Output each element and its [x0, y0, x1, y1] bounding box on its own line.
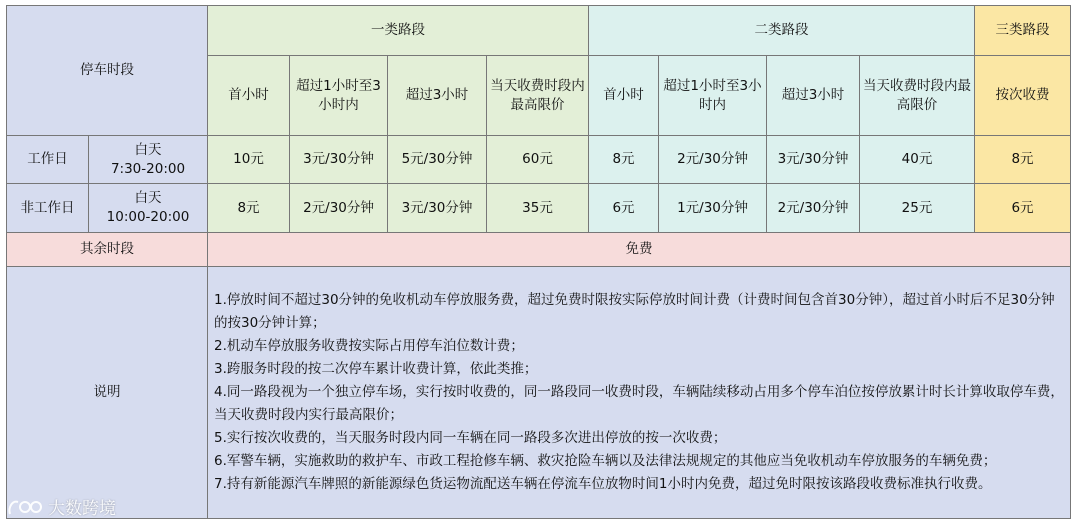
c2-over3-header: 超过3小时: [767, 56, 860, 136]
other-period-label: 其余时段: [7, 233, 208, 267]
nonwork-label: 非工作日: [7, 184, 89, 233]
class1-header: 一类路段: [208, 6, 589, 56]
other-period-value: 免费: [208, 233, 1071, 267]
table-row: 工作日 白天 7:30-20:00 10元 3元/30分钟 5元/30分钟 60元 8元 2元/30分钟 3元/30分钟 40元 8元: [7, 136, 1071, 184]
c2-over1-header: 超过1小时至3小时内: [659, 56, 767, 136]
workday-label: 工作日: [7, 136, 89, 184]
class3-header: 三类路段: [975, 6, 1071, 56]
list-item: 7.持有新能源汽车牌照的新能源绿色货运物流配送车辆在停流车位放物时间1小时内免费，超过免时限按该路段收费标准执行收费。: [214, 476, 992, 492]
c1-over3-header: 超过3小时: [388, 56, 487, 136]
c1-daymax-header: 当天收费时段内最高限价: [487, 56, 589, 136]
watermark-text: 大数跨境: [48, 499, 116, 519]
table-row: 非工作日 白天 10:00-20:00 8元 2元/30分钟 3元/30分钟 35元 6元 1元/30分钟 2元/30分钟 25元 6元: [7, 184, 1071, 233]
c1-over1-header: 超过1小时至3小时内: [290, 56, 388, 136]
watermark: [6, 494, 116, 519]
notes-label: 说明: [7, 267, 208, 519]
list-item: 2.机动车停放服务收费按实际占用停车泊位数计费；: [214, 338, 524, 354]
workday-time: 白天 7:30-20:00: [89, 136, 208, 184]
notes-row: [7, 267, 1071, 519]
brand-logo-icon: [6, 496, 44, 518]
table-row: [7, 233, 1071, 267]
class2-header: 二类路段: [589, 6, 975, 56]
c3-per-entry-header: 按次收费: [975, 56, 1071, 136]
list-item: 5.实行按次收费的，当天服务时段内同一车辆在同一路段多次进出停放的按一次收费；: [214, 430, 727, 446]
parking-fee-table: [6, 5, 1071, 519]
notes-content: [208, 267, 1071, 519]
c1-first-hour-header: 首小时: [208, 56, 290, 136]
list-item: 6.军警车辆，实施救助的救护车、市政工程抢修车辆、救灾抢险车辆以及法律法规规定的其他应当免收机动车停放服务的车辆免费；: [214, 453, 997, 469]
c2-daymax-header: 当天收费时段内最高限价: [860, 56, 975, 136]
period-header: 停车时段: [7, 6, 208, 136]
nonwork-time: 白天 10:00-20:00: [89, 184, 208, 233]
list-item: 3.跨服务时段的按二次停车累计收费计算，依此类推；: [214, 361, 538, 377]
c2-first-hour-header: 首小时: [589, 56, 659, 136]
list-item: 1.停放时间不超过30分钟的免收机动车停放服务费，超过免费时限按实际停放时间计费（计费时间包含首30分钟），超过首小时后不足30分钟的按30分钟计算；: [214, 292, 1055, 331]
list-item: 4.同一路段视为一个独立停车场，实行按时收费的，同一路段同一收费时段，车辆陆续移动占用多个停车泊位按停放累计时长计算收取停车费，当天收费时段内实行最高限价；: [214, 384, 1064, 423]
